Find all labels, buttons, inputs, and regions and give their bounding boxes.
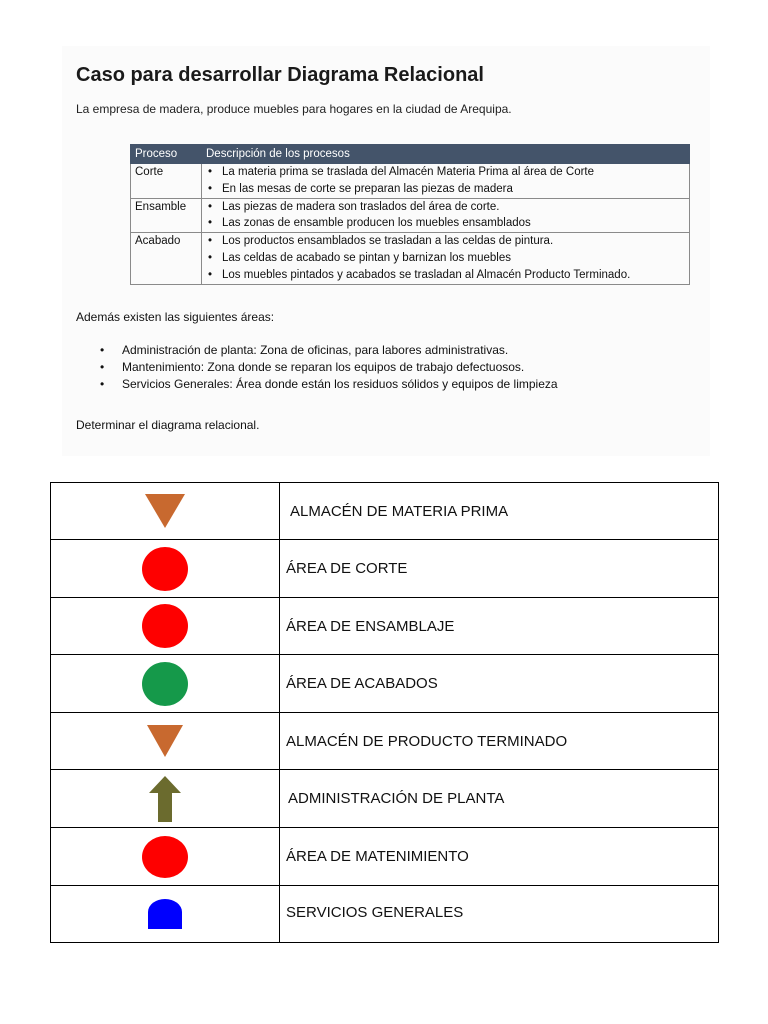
d-shape-icon (147, 898, 183, 930)
list-item: • La materia prima se traslada del Almacén Materia Prima al área de Corte (222, 164, 685, 181)
circle-icon (141, 546, 189, 592)
more-areas-heading: Además existen las siguientes áreas: (76, 310, 275, 324)
process-description (202, 164, 690, 199)
list-item: • Las zonas de ensamble producen los muebles ensamblados (222, 215, 685, 232)
table-row (131, 164, 690, 199)
table-row (51, 770, 719, 828)
legend-symbol-shape (145, 494, 185, 528)
list-item: • Las celdas de acabado se pintan y barnizan los muebles (222, 250, 685, 267)
case-title: Caso para desarrollar Diagrama Relacional (76, 64, 484, 86)
legend-label: ÁREA DE ACABADOS (280, 655, 719, 713)
triangle-down-icon (145, 723, 185, 759)
legend-symbol-shape (147, 725, 183, 757)
legend-label: SERVICIOS GENERALES (280, 886, 719, 943)
header-process: Proceso (131, 145, 202, 164)
table-row (51, 483, 719, 540)
table-row (51, 540, 719, 598)
process-name: Acabado (131, 233, 202, 284)
list-item: • Los productos ensamblados se trasladan a las celdas de pintura. (222, 233, 685, 250)
legend-label: ÁREA DE CORTE (280, 540, 719, 598)
case-intro: La empresa de madera, produce muebles para hogares en la ciudad de Arequipa. (76, 102, 512, 116)
table-row (51, 598, 719, 655)
legend-label: ADMINISTRACIÓN DE PLANTA (280, 770, 719, 828)
legend-table (50, 482, 719, 943)
triangle-down-icon (143, 492, 187, 530)
case-description (62, 46, 710, 456)
list-item: • Las piezas de madera son traslados del área de corte. (222, 199, 685, 216)
table-row (51, 655, 719, 713)
legend-symbol-shape (149, 776, 181, 822)
process-name: Corte (131, 164, 202, 199)
instruction-text: Determinar el diagrama relacional. (76, 418, 260, 432)
table-row (51, 886, 719, 943)
circle-icon (141, 835, 189, 879)
legend-label: ALMACÉN DE PRODUCTO TERMINADO (280, 713, 719, 770)
list-item: • En las mesas de corte se preparan las piezas de madera (222, 181, 685, 198)
legend-symbol-shape (142, 836, 188, 878)
arrow-up-icon (148, 775, 182, 823)
areas-list (100, 342, 558, 393)
process-description (202, 198, 690, 233)
table-row (131, 198, 690, 233)
legend-label: ÁREA DE MATENIMIENTO (280, 828, 719, 886)
table-row (51, 828, 719, 886)
process-table-header (131, 145, 690, 164)
circle-icon (141, 603, 189, 649)
circle-icon (141, 661, 189, 707)
list-item: • Servicios Generales: Área donde están los residuos sólidos y equipos de limpieza (100, 376, 558, 393)
list-item: • Mantenimiento: Zona donde se reparan los equipos de trabajo defectuosos. (100, 359, 558, 376)
legend-symbol-shape (148, 899, 182, 929)
legend-label: ÁREA DE ENSAMBLAJE (280, 598, 719, 655)
process-description (202, 233, 690, 284)
process-table (130, 144, 690, 285)
table-row (131, 233, 690, 284)
legend-label: ALMACÉN DE MATERIA PRIMA (280, 483, 719, 540)
header-description: Descripción de los procesos (202, 145, 690, 164)
process-name: Ensamble (131, 198, 202, 233)
table-row (51, 713, 719, 770)
legend-symbol-shape (142, 604, 188, 648)
legend-symbol-shape (142, 662, 188, 706)
list-item: • Los muebles pintados y acabados se trasladan al Almacén Producto Terminado. (222, 267, 685, 284)
list-item: • Administración de planta: Zona de oficinas, para labores administrativas. (100, 342, 558, 359)
legend-symbol-shape (142, 547, 188, 591)
